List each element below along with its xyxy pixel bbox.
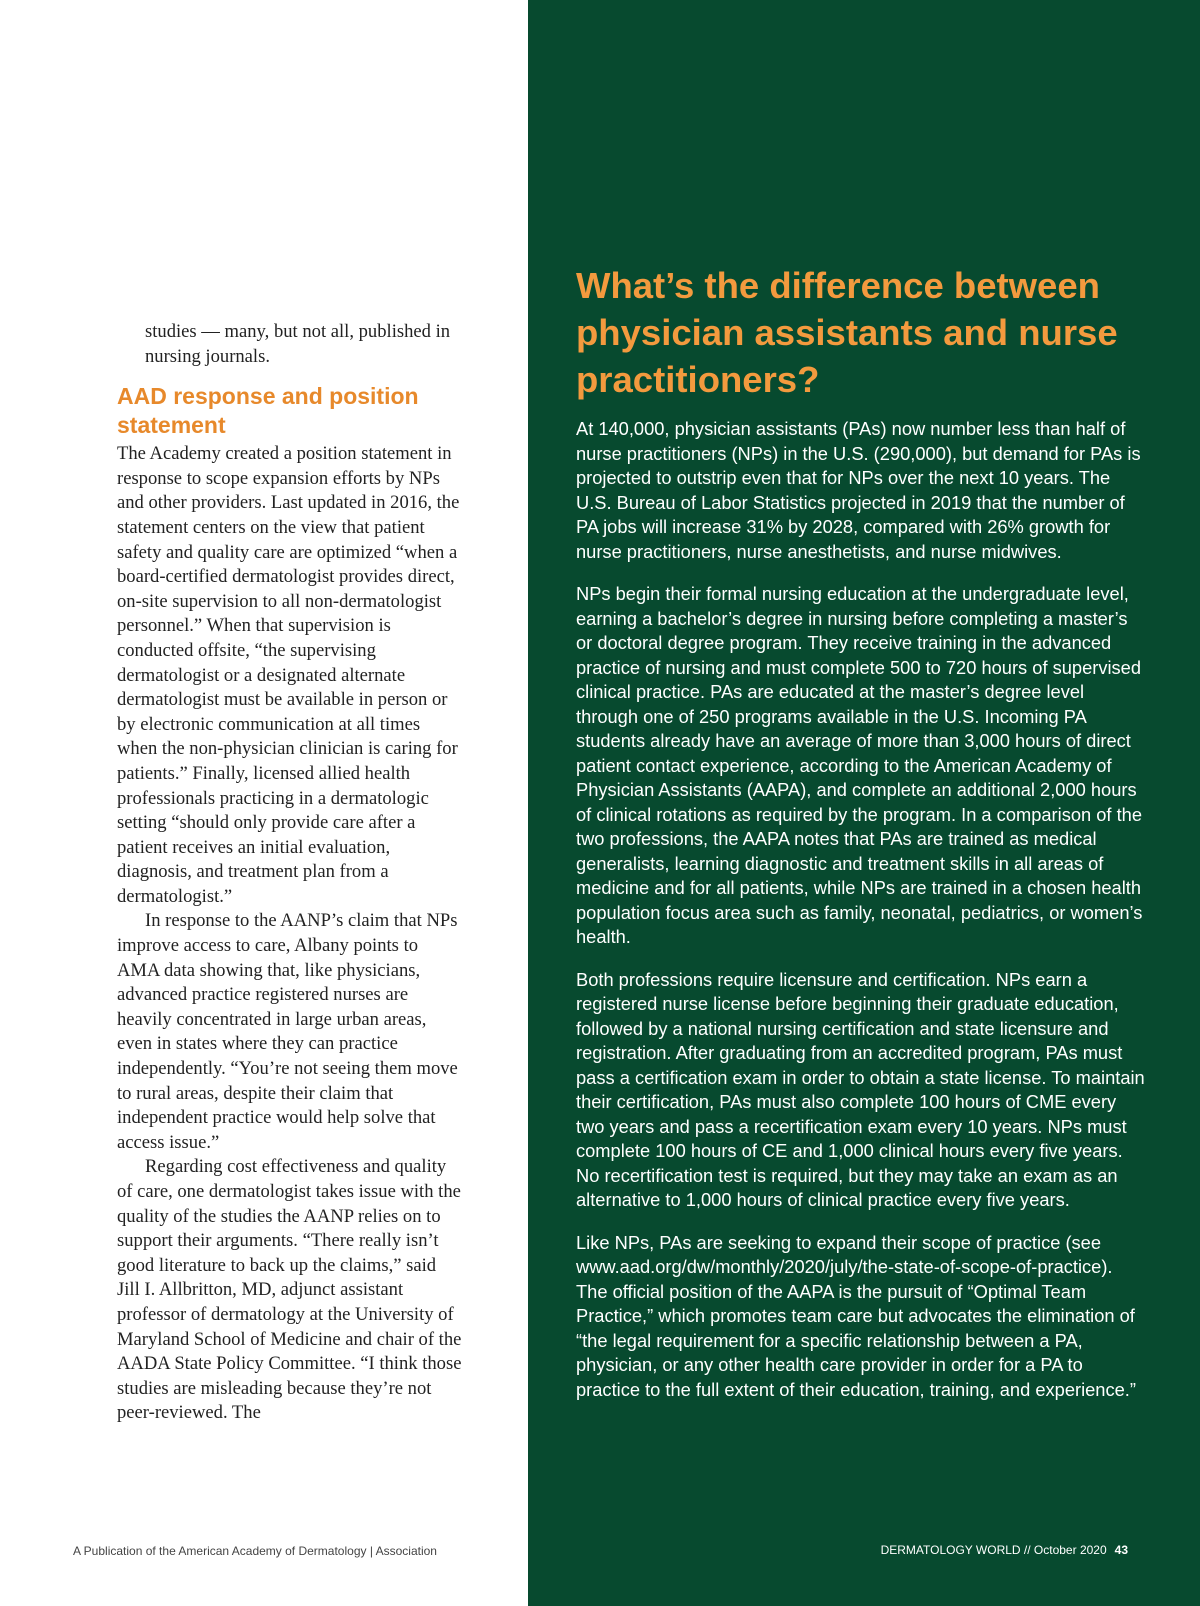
footer-issue <box>881 1543 1128 1557</box>
sidebar-paragraph-2: NPs begin their formal nursing education at the undergraduate level, earning a bachelor’s degree in nursing before completing a master’s or doctoral degree program. They receive training in the advanced practice of nursing and must complete 500 to 720 hours of supervised clinical practice. PAs are educated at the master’s degree level through one of 250 programs available in the U.S. Incoming PA students already have an average of more than 3,000 hours of direct patient contact experience, according to the American Academy of Physician Assistants (AAPA), and complete an additional 2,000 hours of clinical rotations as required by the program. In a comparison of the two professions, the AAPA notes that PAs are trained as medical generalists, learning diagnostic and treatment skills in all areas of medicine and for all patients, while NPs are trained in a chosen health population focus area such as family, neonatal, pediatrics, or women’s health. <box>576 583 1143 947</box>
footer-magazine-date: DERMATOLOGY WORLD // October 2020 <box>880 1543 1107 1557</box>
page-number: 43 <box>1114 1543 1128 1557</box>
continued-paragraph: studies — many, but not all, published in nursing journals. <box>145 321 451 367</box>
article-paragraph-3: Regarding cost effectiveness and quality of care, one dermatologist takes issue with the quality of the studies the AANP relies on to support their arguments. “There really isn’t good literature to back up the claims,” said Jill I. Allbritton, MD, adjunct assistant professor of dermatology at the University of Maryland School of Medicine and chair of the AADA State Policy Committee. “I think those studies are misleading because they’re not peer-reviewed. The <box>117 1156 462 1424</box>
sidebar-box <box>576 262 1146 1420</box>
main-article-column <box>117 320 462 1426</box>
article-paragraph-1: The Academy created a position statement in response to scope expansion efforts by NPs and other providers. Last updated in 2016, the statement centers on the view that patient safety and quality care are optimized “when a board-certified dermatologist provides direct, on-site supervision to all non-dermatologist personnel.” When that supervision is conducted offsite, “the supervising dermatologist or a designated alternate dermatologist must be available in person or by electronic communication at all times when the non-physician clinician is caring for patients.” Finally, licensed allied health professionals practicing in a dermatologic setting “should only provide care after a patient receives an initial evaluation, diagnosis, and treatment plan from a dermatologist.” <box>117 443 460 907</box>
sidebar-paragraph-4: Like NPs, PAs are seeking to expand their scope of practice (see www.aad.org/dw/monthly/2020/july/the-state-of-scope-of-practice). The official position of the AAPA is the pursuit of “Optimal Team Practice,” which promotes team care but advocates the elimination of “the legal requirement for a specific relationship between a PA, physician, or any other health care provider in order for a PA to practice to the full extent of their education, training, and experience.” <box>576 1231 1136 1400</box>
footer-publication: A Publication of the American Academy of Dermatology | Association <box>73 1544 437 1558</box>
sidebar-paragraph-1: At 140,000, physician assistants (PAs) now number less than half of nurse practitioners (NPs) in the U.S. (290,000), but demand for PAs is projected to outstrip even that for NPs over the next 10 years. The U.S. Bureau of Labor Statistics projected in 2019 that the number of PA jobs will increase 31% by 2028, compared with 26% growth for nurse practitioners, nurse anesthetists, and nurse midwives. <box>576 418 1141 562</box>
sidebar-title: What’s the difference between physician assistants and nurse practitioners? <box>576 265 1118 400</box>
article-paragraph-2: In response to the AANP’s claim that NPs improve access to care, Albany points to AMA data showing that, like physicians, advanced practice registered nurses are heavily concentrated in large urban areas, even in states where they can practice independently. “You’re not seeing them move to rural areas, despite their claim that independent practice would help solve that access issue.” <box>117 910 458 1153</box>
section-heading: AAD response and position statement <box>117 383 419 439</box>
sidebar-paragraph-3: Both professions require licensure and certification. NPs earn a registered nurse license before beginning their graduate education, followed by a national nursing certification and state licensure and registration. After graduating from an accredited program, PAs must pass a certification exam in order to obtain a state license. To maintain their certification, PAs must also complete 100 hours of CME every two years and pass a recertification exam every 10 years. NPs must complete 100 hours of CE and 1,000 clinical hours every five years. No recertification test is required, but they may take an exam as an alternative to 1,000 hours of clinical practice every five years. <box>576 968 1145 1210</box>
